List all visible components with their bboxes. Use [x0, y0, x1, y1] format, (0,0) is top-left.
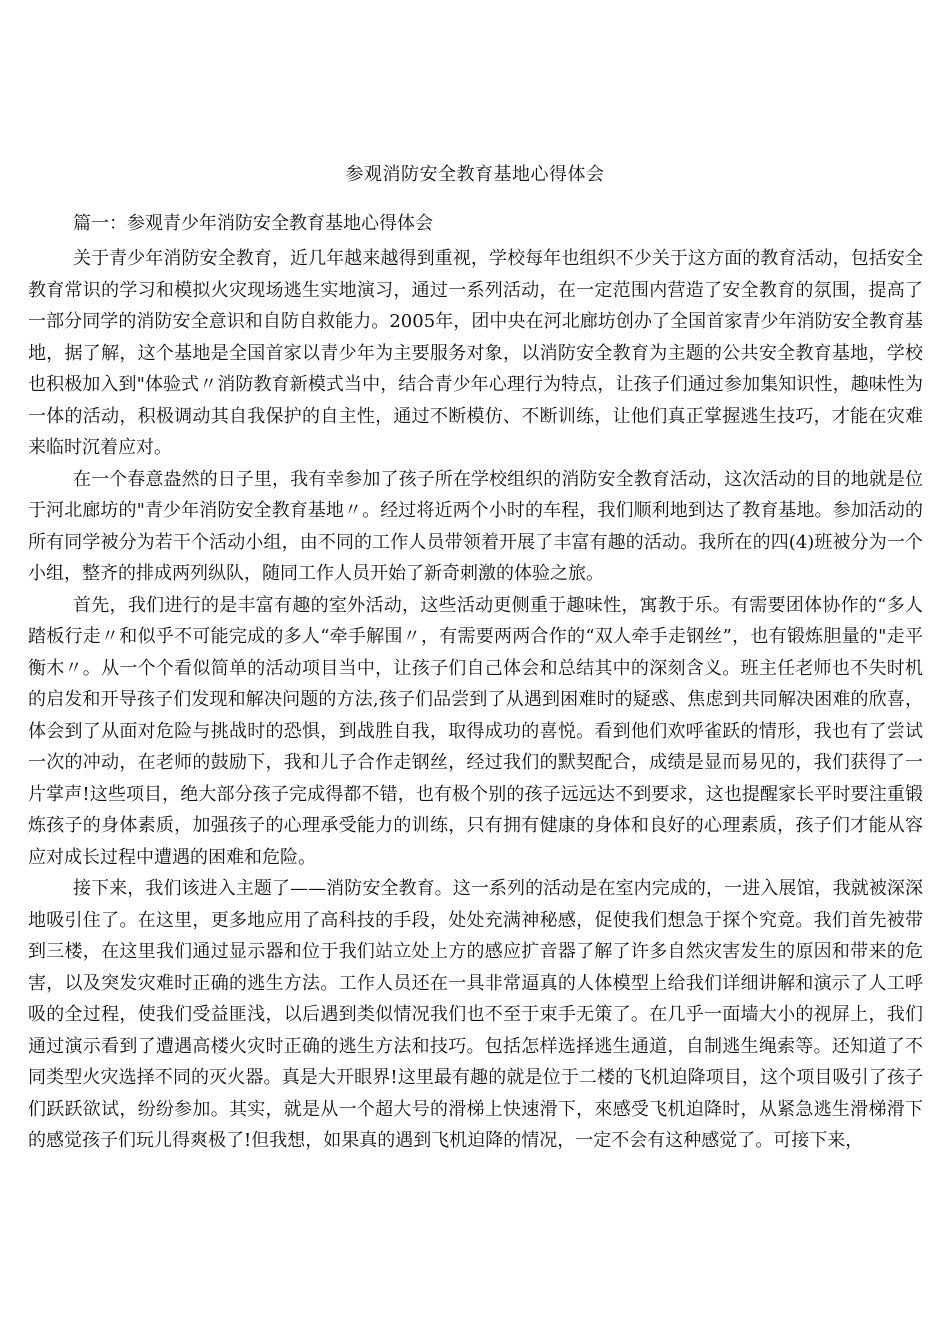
body-paragraph: 首先，我们进行的是丰富有趣的室外活动，这些活动更侧重于趣味性，寓教于乐。有需要团体协作的“多人踏板行走〃和似乎不可能完成的多人“牵手解围〃，有需要两两合作的“双人牵手走钢丝”，也有锻炼胆量的"走平衡木〃。从一个个看似简单的活动项目当中，让孩子们自己体会和总结其中的深刻含义。班主任老师也不失时机的启发和开导孩子们发现和解决问题的方法,孩子们品尝到了从遇到困难时的疑惑、焦虑到共同解决困难的欣喜，体会到了从面对危险与挑战时的恐惧，到战胜自我，取得成功的喜悦。看到他们欢呼雀跃的情形，我也有了尝试一次的冲动，在老师的鼓励下，我和儿子合作走钢丝，经过我们的默契配合，成绩是显而易见的，我们获得了一片掌声!这些项目，绝大部分孩子完成得都不错，也有极个别的孩子远远达不到要求，这也提醒家长平时要注重锻炼孩子的身体素质，加强孩子的心理承受能力的训练，只有拥有健康的身体和良好的心理素质，孩子们才能从容应对成长过程中遭遇的困难和危险。 [28, 594, 923, 868]
document-body [28, 243, 923, 1157]
body-paragraph: 在一个春意盎然的日子里，我有幸参加了孩子所在学校组织的消防安全教育活动，这次活动的目的地就是位于河北廊坊的"青少年消防安全教育基地〃。经过将近两个小时的车程，我们顺利地到达了教育基地。参加活动的所有同学被分为若干个活动小组，由不同的工作人员带领着开展了丰富有趣的活动。我所在的四(4)班被分为一个小组，整齐的排成两列纵队，随同工作人员开始了新奇刺激的体验之旅。 [28, 468, 923, 584]
document-subtitle: 篇一：参观青少年消防安全教育基地心得体会 [73, 213, 433, 234]
document-title: 参观消防安全教育基地心得体会 [345, 164, 605, 185]
body-paragraph: 关于青少年消防安全教育，近几年越来越得到重视，学校每年也组织不少关于这方面的教育活动，包括安全教育常识的学习和模拟火灾现场逃生实地演习，通过一系列活动，在一定范围内营造了安全教育的氛围，提高了一部分同学的消防安全意识和自防自救能力。2005年，团中央在河北廊坊创办了全国首家青少年消防安全教育基地，据了解，这个基地是全国首家以青少年为主要服务对象，以消防安全教育为主题的公共安全教育基地，学校也积极加入到"体验式〃消防教育新模式当中，结合青少年心理行为特点，让孩子们通过参加集知识性，趣味性为一体的活动，积极调动其自我保护的自主性，通过不断模仿、不断训练，让他们真正掌握逃生技巧，才能在灾难来临时沉着应对。 [28, 248, 923, 458]
body-paragraph: 接下来，我们该进入主题了——消防安全教育。这一系列的活动是在室内完成的，一进入展馆，我就被深深地吸引住了。在这里，更多地应用了高科技的手段，处处充满神秘感，促使我们想急于探个究竟。我们首先被带到三楼，在这里我们通过显示器和位于我们站立处上方的感应扩音器了解了许多自然灾害发生的原因和带来的危害，以及突发灾难时正确的逃生方法。工作人员还在一具非常逼真的人体模型上给我们详细讲解和演示了人工呼吸的全过程，使我们受益匪浅，以后遇到类似情况我们也不至于束手无策了。在几乎一面墙大小的视屏上，我们通过演示看到了遭遇高楼火灾时正确的逃生方法和技巧。包括怎样选择逃生通道，自制逃生绳索等。还知道了不同类型火灾选择不同的灭火器。真是大开眼界!这里最有趣的就是位于二楼的飞机迫降项目，这个项目吸引了孩子们跃跃欲试，纷纷参加。其实，就是从一个超大号的滑梯上快速滑下，來感受飞机迫降时，从紧急逃生滑梯滑下的感觉孩子们玩儿得爽极了!但我想，如果真的遇到飞机迫降的情况，一定不会有这种感觉了。可接下来， [28, 878, 923, 1151]
